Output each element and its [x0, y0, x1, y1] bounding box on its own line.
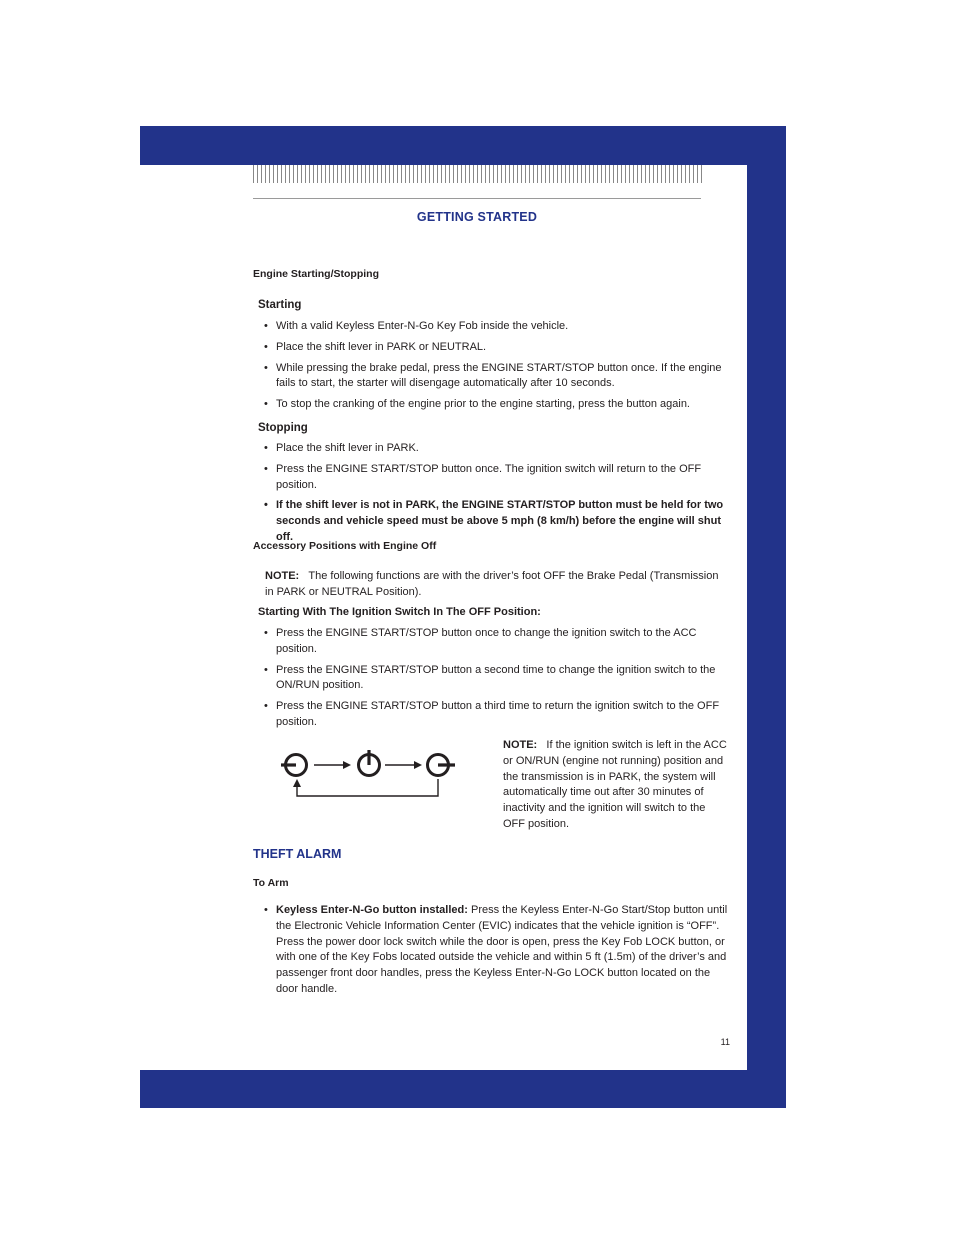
- ignition-acc-icon: [359, 750, 380, 776]
- ignition-off-icon: [281, 755, 307, 776]
- ignition-cycle-diagram: [278, 745, 463, 805]
- list-item: • Press the ENGINE START/STOP button once. The ignition switch will return to the OFF position.: [262, 462, 730, 494]
- accessory-heading: Accessory Positions with Engine Off: [253, 540, 437, 552]
- header-divider: [253, 198, 701, 199]
- list-item: • With a valid Keyless Enter-N-Go Key Fob inside the vehicle.: [262, 319, 730, 335]
- theft-list: [262, 903, 730, 1003]
- stopping-list: [262, 441, 730, 551]
- page-number: 11: [720, 1037, 730, 1047]
- list-item: • Place the shift lever in PARK or NEUTRAL.: [262, 340, 730, 356]
- list-item: • Press the ENGINE START/STOP button a third time to return the ignition switch to the OFF position.: [262, 699, 730, 731]
- to-arm-heading: To Arm: [253, 877, 289, 889]
- list-item: • If the shift lever is not in PARK, the ENGINE START/STOP button must be held for two seconds and vehicle speed must be above 5 mph (8 km/h) before the engine will shut off.: [262, 498, 730, 545]
- note-label: NOTE:: [265, 570, 300, 582]
- ignition-run-icon: [428, 755, 456, 776]
- return-arrow-icon: [293, 779, 438, 796]
- timeout-note: [503, 738, 728, 833]
- list-item: • Press the ENGINE START/STOP button once to change the ignition switch to the ACC position.: [262, 626, 730, 658]
- theft-alarm-heading: THEFT ALARM: [253, 847, 342, 861]
- section-title: GETTING STARTED: [416, 210, 538, 224]
- starting-label: Starting: [258, 299, 302, 311]
- decorative-tick-strip: [253, 165, 703, 183]
- arrow-right-icon: [314, 761, 351, 769]
- list-item: • While pressing the brake pedal, press the ENGINE START/STOP button once. If the engine fails to start, the starter will disengage automatically after 10 seconds.: [262, 361, 730, 393]
- starting-list: [262, 319, 730, 418]
- arrow-right-icon: [385, 761, 422, 769]
- accessory-note: [265, 569, 730, 601]
- list-item: • Place the shift lever in PARK.: [262, 441, 730, 457]
- list-item: [262, 903, 730, 998]
- accessory-list: [262, 626, 730, 736]
- item-text: Press the Keyless Enter-N-Go Start/Stop button until the Electronic Vehicle Information Center (EVIC) indicates that the vehicle ignition is “OFF”. Press the power door lock switch while the door is open, press the Key Fob LOCK button, or with one of the Key Fobs located outside the vehicle and within 5 ft (1.5m) of the driver’s and passenger front door handles, press the Keyless Enter-N-Go LOCK button located on the door handle.: [276, 904, 728, 995]
- list-item: • To stop the cranking of the engine prior to the engine starting, press the button again.: [262, 397, 730, 413]
- note-text: The following functions are with the driver’s foot OFF the Brake Pedal (Transmission in PARK or NEUTRAL Position).: [265, 570, 719, 598]
- stopping-label: Stopping: [258, 422, 308, 434]
- note-label: NOTE:: [503, 739, 538, 751]
- engine-heading: Engine Starting/Stopping: [253, 268, 379, 280]
- note-text: If the ignition switch is left in the ACC or ON/RUN (engine not running) position and the transmission is in PARK, the system will automatically time out after 30 minutes of inactivity and the ignition will switch to the OFF position.: [503, 739, 727, 830]
- ignition-off-subheading: Starting With The Ignition Switch In The OFF Position:: [258, 606, 541, 618]
- item-label: Keyless Enter-N-Go button installed:: [276, 904, 468, 916]
- list-item: • Press the ENGINE START/STOP button a second time to change the ignition switch to the ON/RUN position.: [262, 663, 730, 695]
